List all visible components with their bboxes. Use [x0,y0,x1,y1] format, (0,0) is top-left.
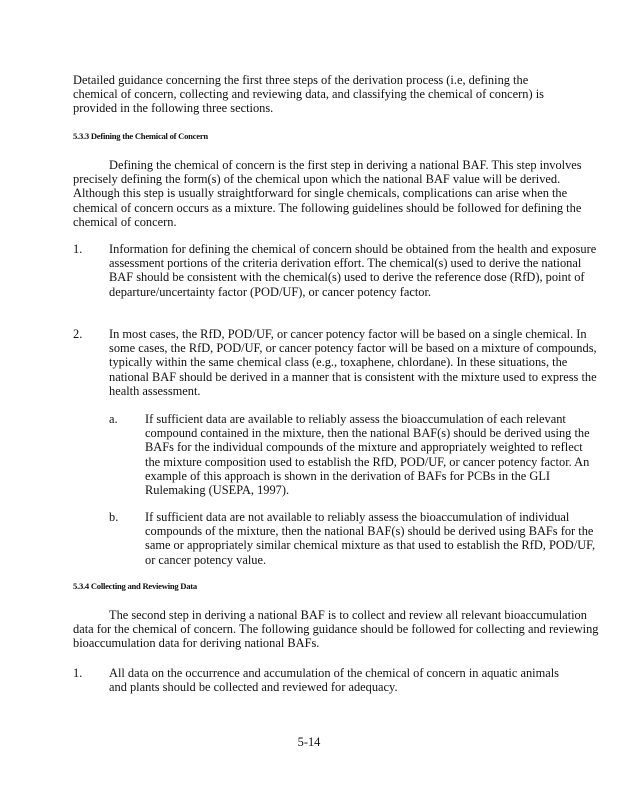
page-number: 5-14 [297,735,321,749]
subitem-a-letter: a. [109,412,118,426]
item-1-number: 1. [73,242,83,256]
section-534-item-1-text: All data on the occurrence and accumulation of the chemical of concern in aquatic animals and plants should be collected and reviewed for adequacy. [109,666,559,695]
subitem-b-letter: b. [109,510,119,524]
section-534-item-1-number: 1. [73,666,83,680]
section-533-heading: 5.3.3 Defining the Chemical of Concern [73,131,208,141]
intro-paragraph: Detailed guidance concerning the first three steps of the derivation process (i.e, defining the chemical of concern, collecting and reviewing data, and classifying the chemical of concern) is provided in the following three sections. [73,73,544,116]
section-534-paragraph: The second step in deriving a national BAF is to collect and review all relevant bioaccumulation data for the chemical of concern. The following guidance should be followed for collecting and reviewing bioaccumulation data for deriving national BAFs. [73,608,599,651]
subitem-b-text: If sufficient data are not available to reliably assess the bioaccumulation of individual compounds of the mixture, then the national BAF(s) should be derived using BAFs for the same or appropriately similar chemical mixture as that used to establish the RfD, POD/UF, or cancer potency value. [145,510,596,567]
item-1-text: Information for defining the chemical of concern should be obtained from the health and exposure assessment portions of the criteria derivation effort. The chemical(s) used to derive the national BAF should be consistent with the chemical(s) used to derive the reference dose (RfD), point of departure/uncertainty factor (POD/UF), or cancer potency factor. [109,242,597,299]
section-533-paragraph: Defining the chemical of concern is the first step in deriving a national BAF. This step involves precisely defining the form(s) of the chemical upon which the national BAF value will be derived. Although this step is usually straightforward for single chemicals, complications can arise when the chemical of concern occurs as a mixture. The following guidelines should be followed for defining the chemical of concern. [73,158,582,229]
subitem-a-text: If sufficient data are available to reliably assess the bioaccumulation of each relevant compound contained in the mixture, then the national BAF(s) should be derived using the BAFs for the individual compounds of the mixture and appropriately weighted to reflect the mixture composition used to establish the RfD, POD/UF, or cancer potency factor. An example of this approach is shown in the derivation of BAFs for PCBs in the GLI Rulemaking (USEPA, 1997). [145,412,590,498]
item-2-number: 2. [73,327,83,341]
section-534-heading: 5.3.4 Collecting and Reviewing Data [73,581,197,591]
item-2-text: In most cases, the RfD, POD/UF, or cancer potency factor will be based on a single chemical. In some cases, the RfD, POD/UF, or cancer potency factor will be based on a mixture of compounds, typically within the same chemical class (e.g., toxaphene, chlordane). In these situations, the national BAF should be derived in a manner that is consistent with the mixture used to express the health assessment. [109,327,597,398]
